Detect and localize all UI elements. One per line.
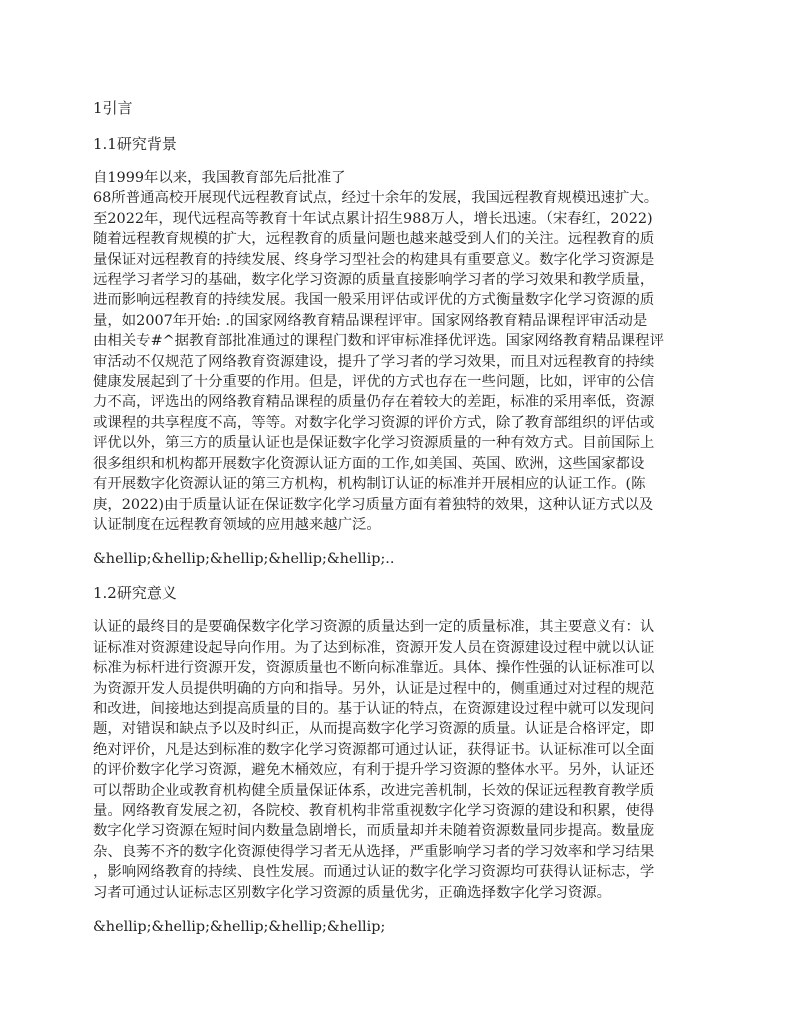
- text-line: 和改进，间接地达到提高质量的目的。基于认证的特点，在资源建设过程中就可以发现问: [93, 700, 655, 717]
- text-line: 远程学习者学习的基础，数字化学习资源的质量直接影响学习者的学习效果和教学质量，: [93, 272, 655, 289]
- text-line: 量。网络教育发展之初，各院校、教育机构非常重视数字化学习资源的建设和积累，使得: [93, 802, 655, 819]
- text-line: 为资源开发人员提供明确的方向和指导。另外，认证是过程中的，侧重通过对过程的规范: [93, 680, 655, 697]
- text-line: 健康发展起到了十分重要的作用。但是，评优的方式也存在一些问题，比如，评审的公信: [93, 374, 655, 391]
- text-line: 认证制度在远程教育领域的应用越来越广泛。: [93, 516, 381, 533]
- text-line: 审活动不仅规范了网络教育资源建设，提升了学习者的学习效果，而且对远程教育的持续: [93, 353, 655, 370]
- text-line: 数字化学习资源在短时间内数量急剧增长，而质量却并未随着资源数量同步提高。数量庞: [93, 823, 655, 840]
- text-line: 随着远程教育规模的扩大，远程教育的质量问题也越来越受到人们的关注。远程教育的质: [93, 231, 655, 248]
- document-page: [93, 98, 707, 937]
- text-line: 很多组织和机构都开展数字化资源认证方面的工作,如美国、英国、欧洲，这些国家都设: [93, 455, 645, 472]
- text-line: 的评价数字化学习资源，避免木桶效应，有利于提升学习资源的整体水平。另外，认证还: [93, 762, 655, 779]
- text-line: 至2022年，现代远程高等教育十年试点累计招生988万人，增长迅速。（宋春红，2022): [93, 210, 653, 227]
- text-line: 证标准对资源建设起导向作用。为了达到标准，资源开发人员在资源建设过程中就以认证: [93, 639, 655, 656]
- text-line: 绝对评价，凡是达到标准的数字化学习资源都可通过认证，获得证书。认证标准可以全面: [93, 741, 655, 758]
- text-line: ，影响网络教育的持续、良性发展。而通过认证的数字化学习资源均可获得认证标志，学: [93, 864, 655, 881]
- text-line: 杂、良莠不齐的数字化资源使得学习者无从选择，严重影响学习者的学习效率和学习结果: [93, 843, 655, 860]
- text-line: 68所普通高校开展现代远程教育试点，经过十余年的发展，我国远程教育规模迅速扩大。: [93, 190, 659, 207]
- text-line: 由相关专#^据教育部批准通过的课程门数和评审标准择优评选。国家网络教育精品课程评: [93, 333, 664, 350]
- ellipsis-marker: &hellip;&hellip;&hellip;&hellip;&hellip;..: [93, 551, 395, 568]
- text-line: 标准为标杆进行资源开发，资源质量也不断向标准靠近。具体、操作性强的认证标准可以: [93, 660, 655, 677]
- text-line: 有开展数字化资源认证的第三方机构，机构制订认证的标准并开展相应的认证工作。(陈: [93, 476, 646, 493]
- paragraph-significance: [93, 617, 707, 903]
- text-line: 题，对错误和缺点予以及时纠正，从而提高数字化学习资源的质量。认证是合格评定，即: [93, 721, 655, 738]
- text-line: 或课程的共享程度不高，等等。对数字化学习资源的评价方式，除了教育部组织的评估或: [93, 414, 655, 431]
- text-line: 评优以外，第三方的质量认证也是保证数字化学习资源质量的一种有效方式。目前国际上: [93, 435, 655, 452]
- ellipsis-marker: &hellip;&hellip;&hellip;&hellip;&hellip;: [93, 919, 386, 935]
- paragraph-background: [93, 168, 707, 535]
- text-line: 庚，2022)由于质量认证在保证数字化学习质量方面有着独特的效果，这种认证方式以及: [93, 496, 654, 513]
- subsection-heading-background: 1.1研究背景: [93, 135, 177, 153]
- text-line: 进而影响远程教育的持续发展。我国一般采用评估或评优的方式衡量数字化学习资源的质: [93, 292, 655, 309]
- section-heading-introduction: 1引言: [93, 99, 133, 117]
- text-line: 可以帮助企业或教育机构健全质量保证体系，改进完善机制，长效的保证远程教育教学质: [93, 782, 655, 799]
- text-line: 认证的最终目的是要确保数字化学习资源的质量达到一定的质量标准，其主要意义有：认: [93, 619, 655, 636]
- text-line: 量，如2007年开始: .的国家网络教育精品课程评审。国家网络教育精品课程评审活动是: [93, 312, 648, 329]
- text-line: 自1999年以来，我国教育部先后批准了: [93, 170, 346, 186]
- text-line: 习者可通过认证标志区别数字化学习资源的质量优劣，正确选择数字化学习资源。: [93, 884, 612, 901]
- subsection-heading-significance: 1.2研究意义: [93, 584, 177, 603]
- text-line: 量保证对远程教育的持续发展、终身学习型社会的构建具有重要意义。数字化学习资源是: [93, 251, 655, 268]
- text-line: 力不高，评选出的网络教育精品课程的质量仍存在着较大的差距，标准的采用率低，资源: [93, 394, 655, 411]
